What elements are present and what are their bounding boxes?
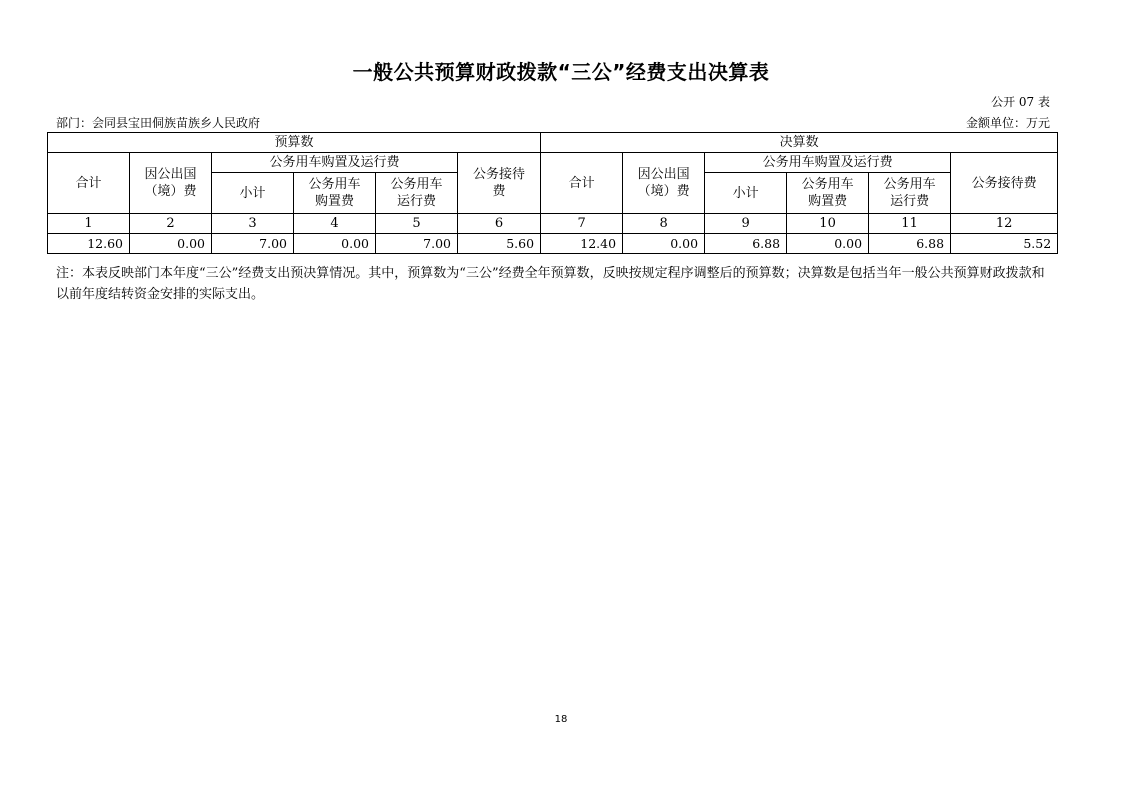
final-vehicle-running-header <box>869 173 951 214</box>
budget-group-header: 预算数 <box>48 133 541 153</box>
header-line: （境）费 <box>144 184 197 199</box>
budget-vehicle-running-header <box>376 173 458 214</box>
value-cell: 5.60 <box>458 234 541 254</box>
three-public-expenses-table <box>47 132 1058 254</box>
index-cell: 3 <box>212 214 294 234</box>
value-cell: 0.00 <box>787 234 869 254</box>
table-note: 注：本表反映部门本年度“三公”经费支出预决算情况。其中，预算数为“三公”经费全年预算数，反映按规定程序调整后的预算数；决算数是包括当年一般公共预算财政拨款和以前年度结转资金安排的实际支出。 <box>56 266 1045 302</box>
header-line: 费 <box>492 184 506 199</box>
final-total-header: 合计 <box>541 153 623 214</box>
final-subtotal-header: 小计 <box>705 173 787 214</box>
header-line: 购置费 <box>314 194 354 209</box>
index-cell: 5 <box>376 214 458 234</box>
header-row-categories <box>48 153 1058 173</box>
index-cell: 4 <box>294 214 376 234</box>
budget-travel-abroad-header <box>130 153 212 214</box>
index-cell: 10 <box>787 214 869 234</box>
index-cell: 1 <box>48 214 130 234</box>
final-group-header: 决算数 <box>541 133 1058 153</box>
budget-vehicle-purchase-header <box>294 173 376 214</box>
header-line: 公务用车 <box>390 177 443 192</box>
amount-unit-label: 金额单位：万元 <box>965 116 1050 130</box>
value-cell: 0.00 <box>294 234 376 254</box>
header-line: 公务用车 <box>801 177 854 192</box>
value-cell: 6.88 <box>705 234 787 254</box>
index-cell: 6 <box>458 214 541 234</box>
page-number: 18 <box>554 714 568 725</box>
budget-subtotal-header: 小计 <box>212 173 294 214</box>
form-number: 公开 07 表 <box>991 95 1050 109</box>
value-cell: 7.00 <box>212 234 294 254</box>
column-index-row <box>48 214 1058 234</box>
value-cell: 12.60 <box>48 234 130 254</box>
header-line: （境）费 <box>637 184 690 199</box>
value-cell: 5.52 <box>951 234 1058 254</box>
index-cell: 9 <box>705 214 787 234</box>
index-cell: 11 <box>869 214 951 234</box>
header-row-groups <box>48 133 1058 153</box>
header-line: 因公出国 <box>144 167 197 182</box>
index-cell: 2 <box>130 214 212 234</box>
header-line: 购置费 <box>808 194 848 209</box>
index-cell: 7 <box>541 214 623 234</box>
header-line: 公务用车 <box>308 177 361 192</box>
final-vehicle-group-header: 公务用车购置及运行费 <box>705 153 951 173</box>
header-line: 公务用车 <box>883 177 936 192</box>
final-vehicle-purchase-header <box>787 173 869 214</box>
department-label: 部门：会同县宝田侗族苗族乡人民政府 <box>56 116 261 130</box>
header-line: 因公出国 <box>637 167 690 182</box>
page-title: 一般公共预算财政拨款“三公”经费支出决算表 <box>352 60 770 84</box>
value-cell: 7.00 <box>376 234 458 254</box>
header-line: 运行费 <box>396 194 436 209</box>
index-cell: 12 <box>951 214 1058 234</box>
final-travel-abroad-header <box>623 153 705 214</box>
final-reception-header: 公务接待费 <box>951 153 1058 214</box>
budget-reception-header <box>458 153 541 214</box>
value-cell: 0.00 <box>130 234 212 254</box>
value-cell: 0.00 <box>623 234 705 254</box>
header-line: 运行费 <box>890 194 930 209</box>
budget-total-header: 合计 <box>48 153 130 214</box>
header-line: 公务接待 <box>473 167 526 182</box>
value-cell: 12.40 <box>541 234 623 254</box>
budget-vehicle-group-header: 公务用车购置及运行费 <box>212 153 458 173</box>
value-cell: 6.88 <box>869 234 951 254</box>
values-row <box>48 234 1058 254</box>
index-cell: 8 <box>623 214 705 234</box>
